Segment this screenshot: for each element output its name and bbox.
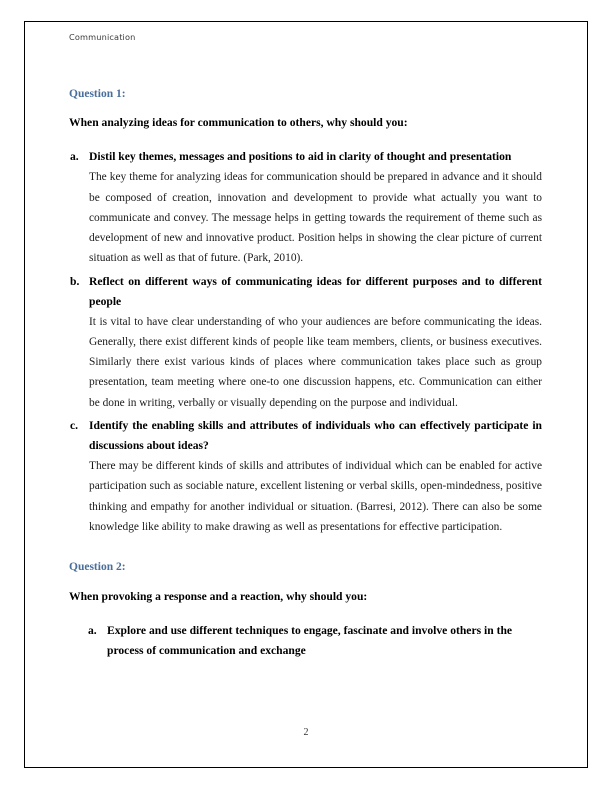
list-item-body: It is vital to have clear understanding of who your audiences are before communicating the ideas. Generally, there exist different kinds of people like team members, clients, or business executives. Similarly there exist various kinds of places where communication takes place such as group presentation, team meeting where one-to one discussion happens, etc. Communication can either be done in writing, verbally or visually depending on the purpose and individual.	[89, 315, 542, 409]
list-item-marker: a.	[70, 150, 79, 164]
list-item-marker: a.	[88, 623, 97, 637]
page-number: 2	[303, 727, 309, 738]
list-item	[70, 272, 542, 413]
list-item	[70, 147, 542, 268]
list-item-title: Distil key themes, messages and positions to aid in clarity of thought and presentation	[89, 150, 512, 164]
list-item-title: Identify the enabling skills and attributes of individuals who can effectively participate in discussions about ideas?	[89, 419, 542, 452]
section-spacer	[69, 540, 542, 560]
list-item-title: Reflect on different ways of communicating ideas for different purposes and to different people	[89, 274, 542, 308]
question-subheading: When provoking a response and a reaction, why should you:	[69, 589, 368, 603]
section-question-2	[69, 560, 542, 660]
list-item	[88, 621, 542, 661]
list-item-marker: c.	[70, 419, 79, 433]
question-heading: Question 1:	[69, 87, 126, 100]
list-item-body: There may be different kinds of skills and attributes of individual which can be enabled for active participation such as sociable nature, excellent listening or verbal skills, open-mindedness, positive thinking and empathy for another individual or situation. (Barresi, 2012). There can also be some knowledge like ability to make drawing as well as presentations for effective participation.	[89, 459, 542, 533]
document-header: Communication	[69, 32, 136, 42]
list-item-marker: b.	[70, 274, 80, 288]
page-content	[69, 33, 542, 662]
list-item-body: The key theme for analyzing ideas for communication should be prepared in advance and it should be composed of creation, innovation and development to provide what actually you want to communicate and convey. The message helps in getting towards the requirement of theme such as development of new and innovative product. Position helps in showing the clear picture of current situation as well as that of future. (Park, 2010).	[89, 171, 542, 265]
section-question-1	[69, 87, 542, 537]
question-subheading: When analyzing ideas for communication to others, why should you:	[69, 116, 408, 130]
list-item-title: Explore and use different techniques to engage, fascinate and involve others in the process of communication and exchange	[107, 623, 513, 657]
list-item	[70, 416, 542, 537]
question-heading: Question 2:	[69, 561, 126, 574]
